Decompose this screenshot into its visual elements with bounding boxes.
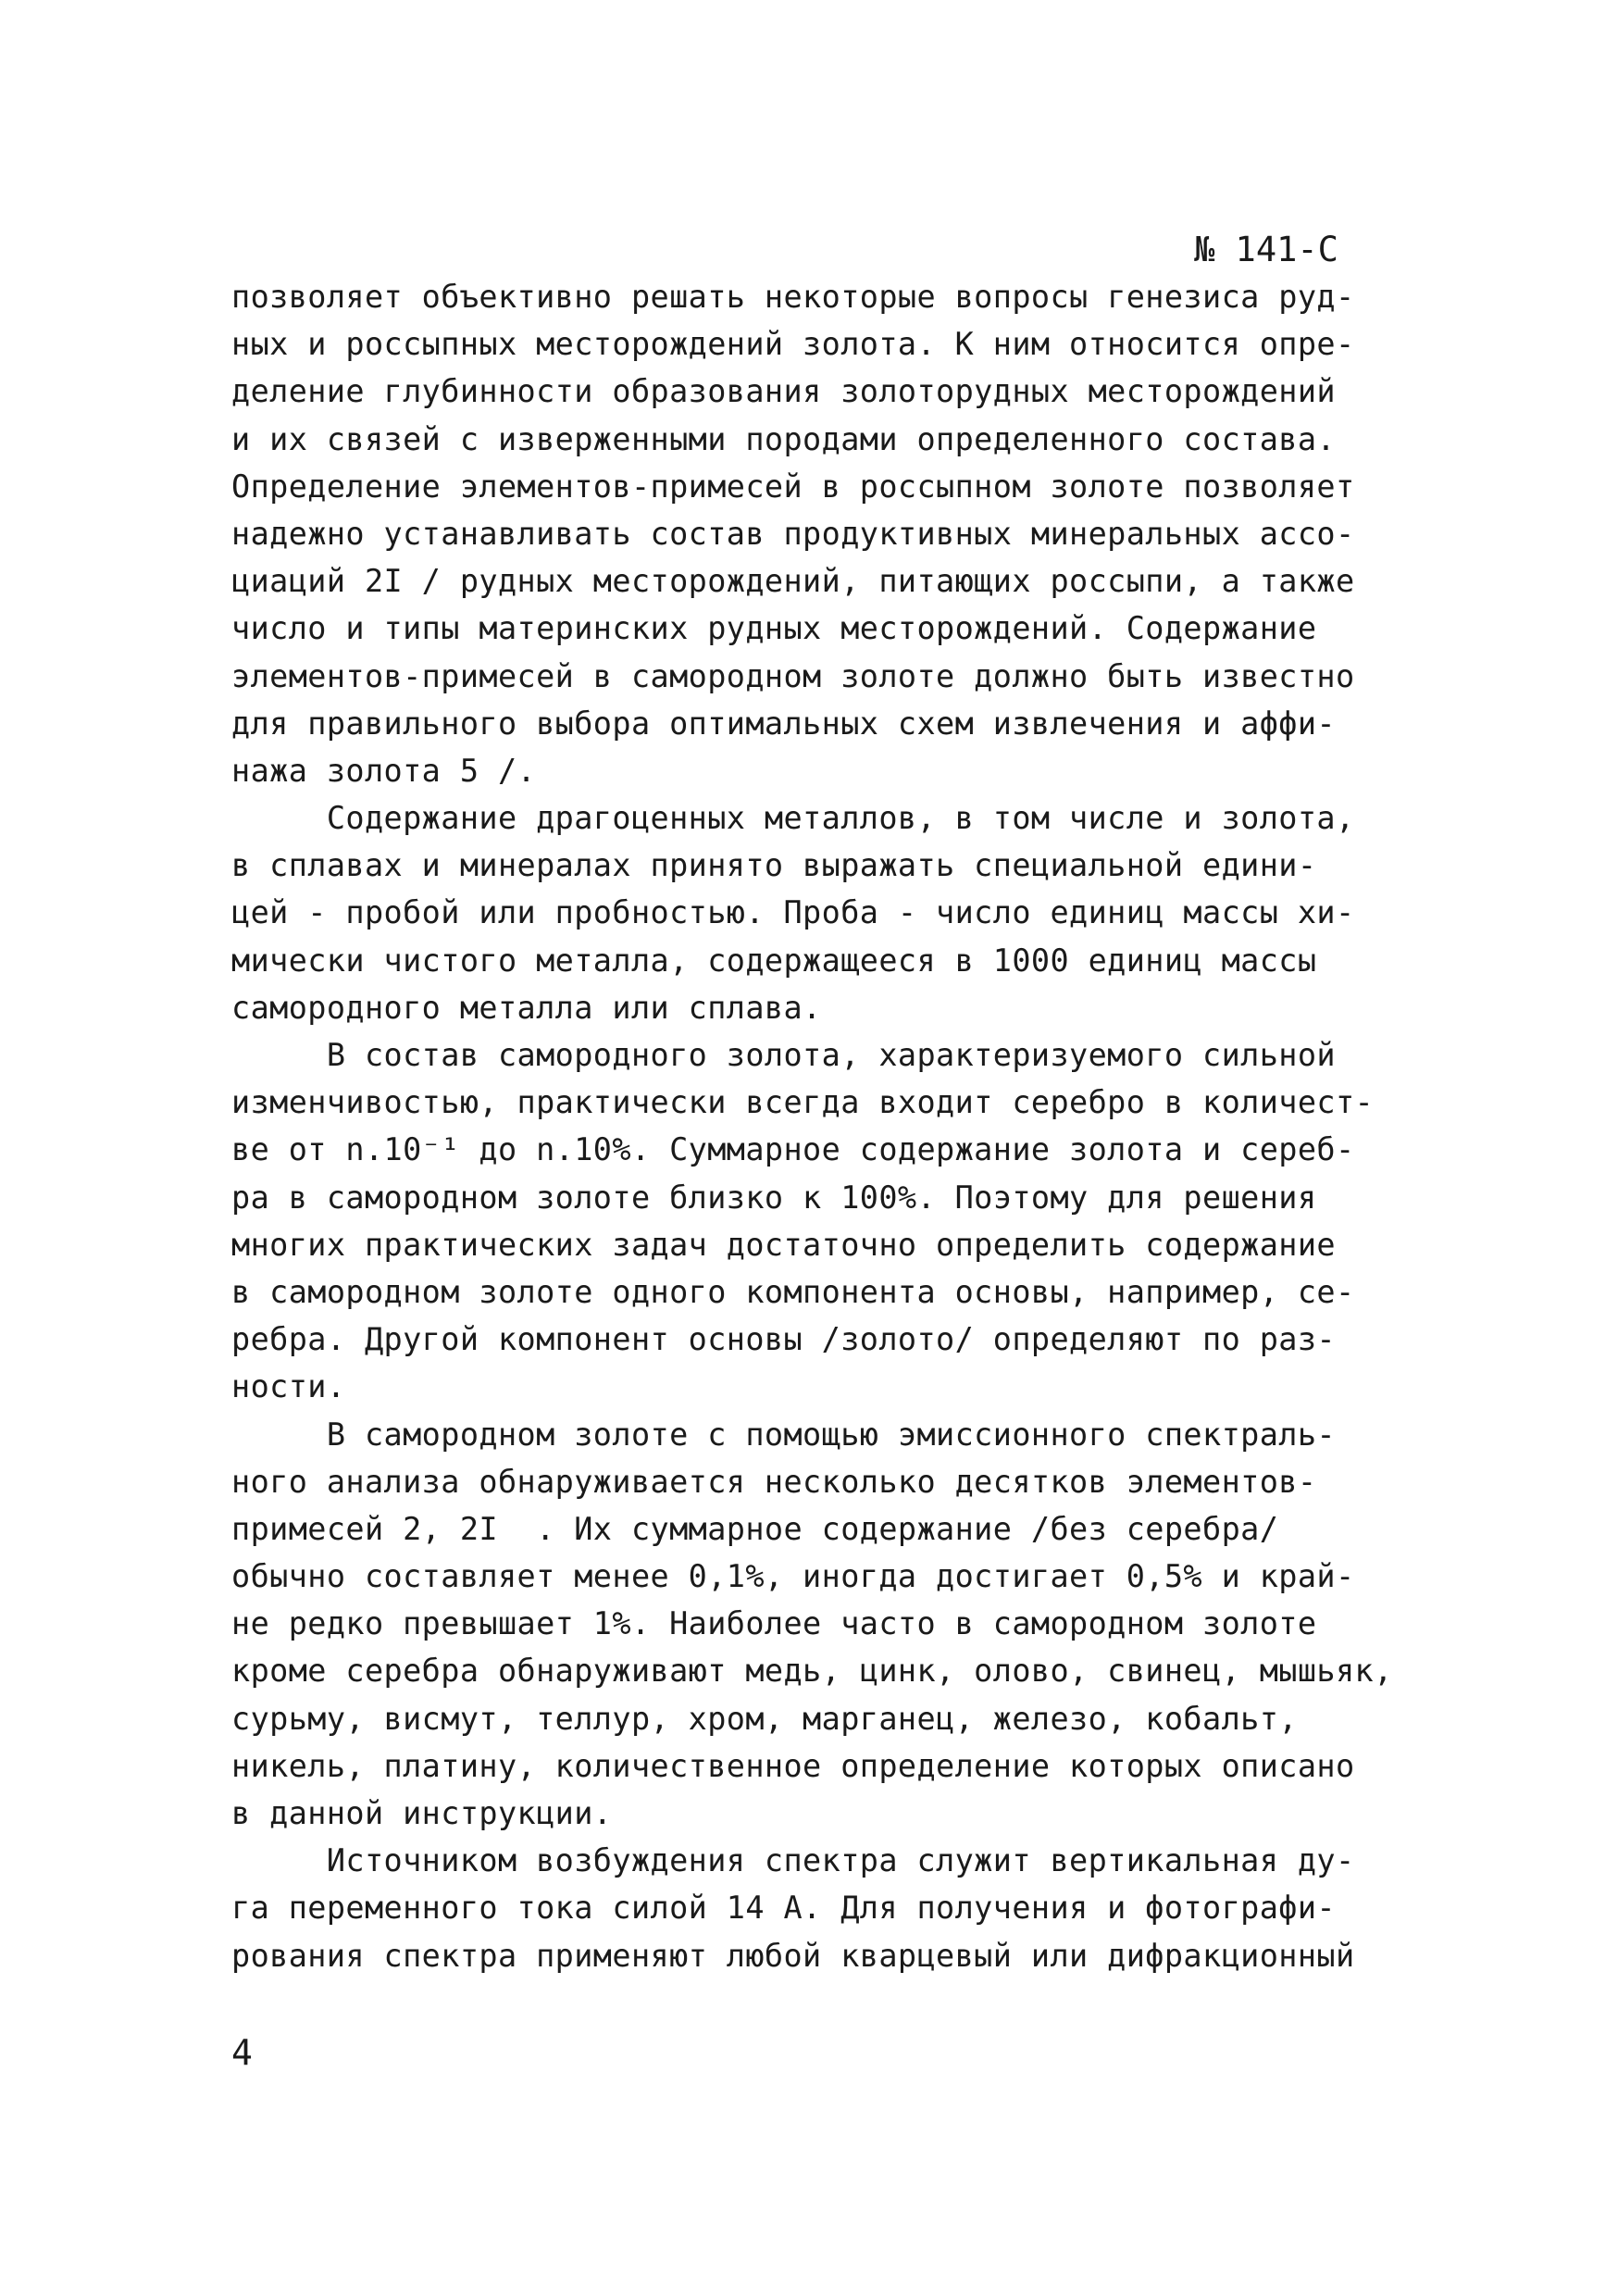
text-line: обычно составляет менее 0,1%, иногда достигает 0,5% и край- xyxy=(231,1558,1355,1595)
text-line: циаций 2I / рудных месторождений, питающих россыпи, а также xyxy=(231,563,1355,600)
text-line: не редко превышает 1%. Наиболее часто в самородном золоте xyxy=(231,1605,1317,1642)
text-line: Источником возбуждения спектра служит вертикальная ду- xyxy=(231,1842,1355,1879)
text-line: ных и россыпных месторождений золота. К ним относится опре- xyxy=(231,326,1355,363)
text-line: позволяет объективно решать некоторые вопросы генезиса руд- xyxy=(231,279,1355,315)
text-line: сурьму, висмут, теллур, хром, марганец, железо, кобальт, xyxy=(231,1700,1298,1737)
text-line: рования спектра применяют любой кварцевый или дифракционный xyxy=(231,1937,1355,1974)
text-line: и их связей с изверженными породами определенного состава. xyxy=(231,420,1336,457)
text-line: ве от n.10⁻¹ до n.10%. Суммарное содержание золота и сереб- xyxy=(231,1131,1355,1168)
text-line: ности. xyxy=(231,1368,346,1405)
text-line: в данной инструкции. xyxy=(231,1795,613,1831)
text-line: цей - пробой или пробностью. Проба - число единиц массы хи- xyxy=(231,894,1355,931)
text-line: ного анализа обнаруживается несколько десятков элементов- xyxy=(231,1463,1317,1500)
text-line: изменчивостью, практически всегда входит серебро в количест- xyxy=(231,1084,1375,1121)
text-line: в самородном золоте одного компонента основы, например, се- xyxy=(231,1273,1355,1310)
text-line: мически чистого металла, содержащееся в 1000 единиц массы xyxy=(231,942,1317,979)
text-line: ребра. Другой компонент основы /золото/ определяют по раз- xyxy=(231,1321,1336,1358)
text-line: примесей 2, 2I . Их суммарное содержание /без серебра/ xyxy=(231,1510,1279,1547)
page-number: 4 xyxy=(231,2032,253,2073)
text-line: кроме серебра обнаруживают медь, цинк, олово, свинец, мышьяк, xyxy=(231,1653,1393,1690)
text-line: Определение элементов-примесей в россыпном золоте позволяет xyxy=(231,468,1355,505)
text-line: га переменного тока силой 14 А. Для получения и фотографи- xyxy=(231,1890,1336,1927)
text-line: В самородном золоте с помощью эмиссионного спектраль- xyxy=(231,1416,1336,1453)
text-line: ра в самородном золоте близко к 100%. Поэтому для решения xyxy=(231,1179,1317,1216)
text-line: самородного металла или сплава. xyxy=(231,989,822,1026)
document-number: № 141-С xyxy=(1194,230,1338,269)
text-line: для правильного выбора оптимальных схем извлечения и аффи- xyxy=(231,705,1336,742)
text-line: элементов-примесей в самородном золоте должно быть известно xyxy=(231,657,1355,694)
text-line: число и типы материнских рудных месторождений. Содержание xyxy=(231,610,1317,647)
text-line: Содержание драгоценных металлов, в том числе и золота, xyxy=(231,800,1355,837)
text-line: никель, платину, количественное определение которых описано xyxy=(231,1747,1355,1784)
text-line: в сплавах и минералах принято выражать специальной едини- xyxy=(231,847,1317,884)
text-line: многих практических задач достаточно определить содержание xyxy=(231,1226,1336,1263)
text-line: деление глубинности образования золоторудных месторождений xyxy=(231,373,1336,410)
text-line: В состав самородного золота, характеризуемого сильной xyxy=(231,1037,1336,1073)
body-text xyxy=(231,273,1407,1979)
text-line: нажа золота 5 /. xyxy=(231,752,537,789)
text-line: надежно устанавливать состав продуктивных минеральных ассо- xyxy=(231,515,1355,552)
